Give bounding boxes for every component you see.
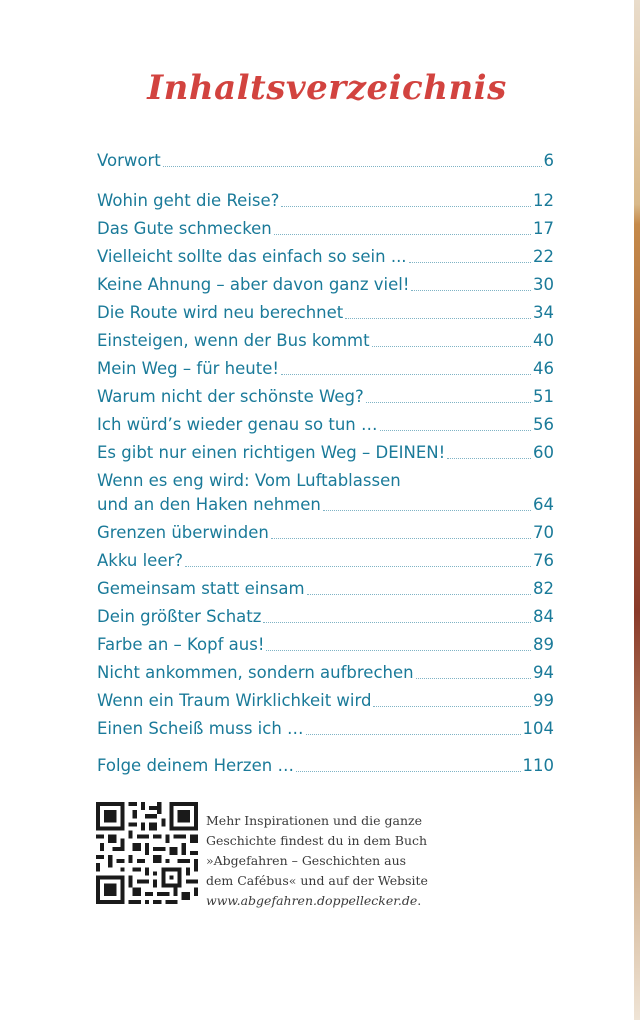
toc-entry[interactable] xyxy=(97,273,554,297)
toc-entry-title: Wenn ein Traum Wirklichkeit wird xyxy=(97,691,372,710)
toc-entry-title: Keine Ahnung – aber davon ganz viel! xyxy=(97,275,410,294)
toc-entry-title: Wohin geht die Reise? xyxy=(97,191,280,210)
toc-entry-page: 89 xyxy=(533,635,554,654)
toc-entry-title: Es gibt nur einen richtigen Weg – DEINEN! xyxy=(97,443,446,462)
toc-entry[interactable] xyxy=(97,441,554,465)
qr-code-icon[interactable] xyxy=(96,802,198,904)
dot-leader xyxy=(372,345,531,347)
toc-entry-title: Farbe an – Kopf aus! xyxy=(97,635,265,654)
toc-entry-page: 76 xyxy=(533,551,554,570)
toc-entry-page: 46 xyxy=(533,359,554,378)
toc-entry-title: Grenzen überwinden xyxy=(97,523,269,542)
dot-leader xyxy=(271,537,531,539)
url-suffix: . xyxy=(417,893,422,908)
toc-entry-page: 60 xyxy=(533,443,554,462)
toc-entry-page: 84 xyxy=(533,607,554,626)
dot-leader xyxy=(163,165,542,167)
toc-entry[interactable] xyxy=(97,754,554,778)
toc-entry-title: Ich würd’s wieder genau so tun … xyxy=(97,415,378,434)
toc-entry[interactable] xyxy=(97,413,554,437)
dot-leader xyxy=(409,261,531,263)
toc-entry-title: Die Route wird neu berechnet xyxy=(97,303,344,322)
dot-leader xyxy=(185,565,531,567)
toc-entry-title: Folge deinem Herzen … xyxy=(97,756,294,775)
toc-entry[interactable] xyxy=(97,301,554,325)
toc-entry-title: Akku leer? xyxy=(97,551,184,570)
dot-leader xyxy=(306,733,521,735)
toc-entry-page: 110 xyxy=(522,756,554,775)
toc-entry-page: 104 xyxy=(522,719,554,738)
dot-leader xyxy=(281,373,531,375)
toc-entry-title: Warum nicht der schönste Weg? xyxy=(97,387,364,406)
dot-leader xyxy=(416,677,531,679)
dot-leader xyxy=(373,705,531,707)
toc-entry[interactable] xyxy=(97,549,554,573)
toc-entry[interactable] xyxy=(97,633,554,657)
toc-entry-page: 34 xyxy=(533,303,554,322)
toc-entry-page: 64 xyxy=(533,495,554,514)
toc-entry[interactable] xyxy=(97,717,554,741)
promo-line: Mehr Inspirationen und die ganze xyxy=(206,813,422,828)
promo-line: Geschichte findest du in dem Buch xyxy=(206,833,428,848)
toc-entry-page: 99 xyxy=(533,691,554,710)
page-title: Inhaltsverzeichnis xyxy=(147,68,507,108)
toc-entry-title: Das Gute schmecken xyxy=(97,219,272,238)
dot-leader xyxy=(263,621,531,623)
toc-entry[interactable] xyxy=(97,661,554,685)
toc-entry-page: 30 xyxy=(533,275,554,294)
toc-entry-page: 51 xyxy=(533,387,554,406)
toc-entry[interactable] xyxy=(97,521,554,545)
toc-entry-title-line2: und an den Haken nehmen xyxy=(97,495,321,514)
promo-line: »Abgefahren – Geschichten aus xyxy=(206,853,407,868)
dot-leader xyxy=(281,205,531,207)
toc-entry[interactable] xyxy=(97,329,554,353)
dot-leader xyxy=(366,401,531,403)
toc-entry-title: Einen Scheiß muss ich … xyxy=(97,719,304,738)
toc-entry-title: Nicht ankommen, sondern aufbrechen xyxy=(97,663,414,682)
toc-entry-title: Dein größter Schatz xyxy=(97,607,262,626)
dot-leader xyxy=(323,509,531,511)
toc-entry[interactable] xyxy=(97,357,554,381)
dot-leader xyxy=(274,233,531,235)
toc-entry-page: 94 xyxy=(533,663,554,682)
toc-entry-page: 22 xyxy=(533,247,554,266)
promo-text xyxy=(206,811,446,911)
toc-entry[interactable] xyxy=(97,385,554,409)
toc-entry[interactable] xyxy=(97,245,554,269)
dot-leader xyxy=(447,457,531,459)
toc-entry-page: 70 xyxy=(533,523,554,542)
dot-leader xyxy=(266,649,531,651)
toc-entry-page: 6 xyxy=(543,151,554,170)
dot-leader xyxy=(411,289,531,291)
toc-entry-page: 12 xyxy=(533,191,554,210)
toc-entry-page: 17 xyxy=(533,219,554,238)
dot-leader xyxy=(345,317,531,319)
toc-entry-page: 40 xyxy=(533,331,554,350)
toc-entry-title: Mein Weg – für heute! xyxy=(97,359,279,378)
toc-entry[interactable] xyxy=(97,189,554,213)
toc-entry-page: 82 xyxy=(533,579,554,598)
toc-entry[interactable] xyxy=(97,605,554,629)
page-edge xyxy=(634,0,640,1020)
toc-entry[interactable] xyxy=(97,577,554,601)
toc-entry-title: Gemeinsam statt einsam xyxy=(97,579,305,598)
toc-entry[interactable] xyxy=(97,217,554,241)
dot-leader xyxy=(307,593,531,595)
toc-entry-title: Vorwort xyxy=(97,151,161,170)
dot-leader xyxy=(296,770,521,772)
toc-entry-page: 56 xyxy=(533,415,554,434)
dot-leader xyxy=(380,429,532,431)
toc-entry-title: Einsteigen, wenn der Bus kommt xyxy=(97,331,370,350)
toc-entry-vorwort[interactable] xyxy=(97,149,554,173)
toc-entry[interactable] xyxy=(97,689,554,713)
toc-entry[interactable] xyxy=(97,469,554,517)
toc-entry-title: Vielleicht sollte das einfach so sein ... xyxy=(97,247,407,266)
website-link[interactable]: www.abgefahren.doppellecker.de xyxy=(206,893,418,908)
toc-entry-title-line1: Wenn es eng wird: Vom Luftablassen xyxy=(97,471,401,490)
promo-line: dem Cafébus« und auf der Website xyxy=(206,873,428,888)
